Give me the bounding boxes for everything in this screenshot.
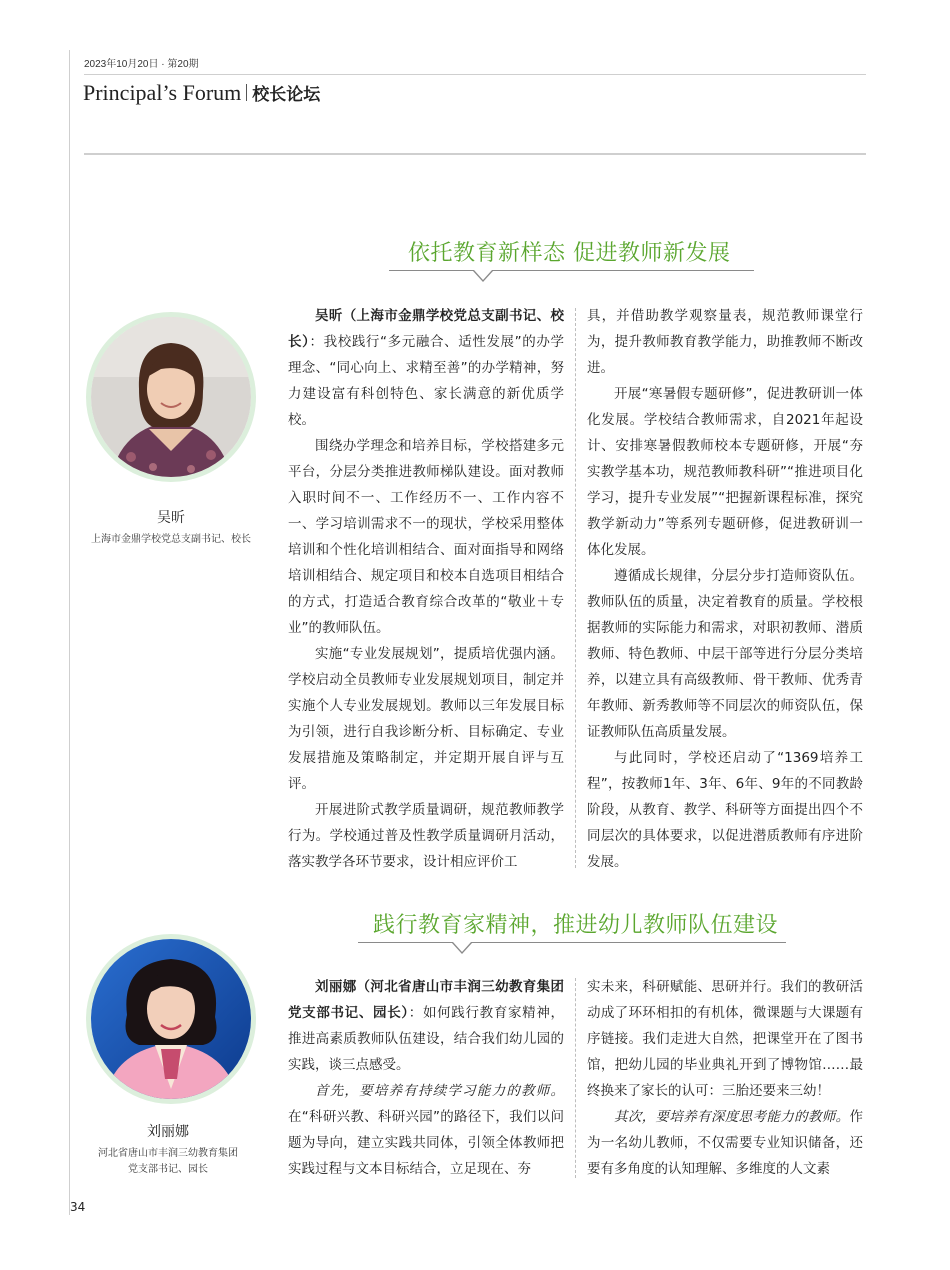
masthead-divider: [246, 84, 247, 101]
article2-portrait: [86, 934, 256, 1104]
article2-column-2: [587, 974, 863, 1182]
article2-para-1: 刘丽娜（河北省唐山市丰润三幼教育集团党支部书记、园长）：如何践行教育家精神，推进高素质教师队伍建设，结合我们幼儿园的实践，谈三点感受。: [288, 979, 565, 1073]
article2-person-name: 刘丽娜: [147, 1124, 189, 1140]
article2-title-notch: [452, 943, 472, 954]
left-margin-rule: [69, 50, 70, 1215]
article2-column-1: [288, 974, 564, 1182]
article1-para-1: 吴昕（上海市金鼎学校党总支副书记、校长）：我校践行“多元融合、适性发展”的办学理念、“同心向上、求精至善”的办学精神，努力建设富有科创特色、家长满意的新优质学校。: [288, 308, 564, 428]
issue-date: 2023年10月20日 · 第20期: [84, 59, 199, 70]
masthead-english: Principal’s Forum: [83, 80, 242, 105]
article2-para-2: 首先，要培养有持续学习能力的教师。在“科研兴教、科研兴园”的路径下，我们以问题为导向，建立实践共同体，引领全体教师把实践过程与文本目标结合，立足现在、夯: [288, 1083, 564, 1177]
article1-lead: 吴昕（上海市金鼎学校党总支副书记、校长）: [288, 308, 564, 350]
article1-title-notch: [473, 271, 493, 282]
article1-title-rule: [389, 270, 754, 271]
article1-para-5: 具，并借助教学观察量表，规范教师课堂行为，提升教师教育教学能力，助推教师不断改进。: [587, 308, 863, 376]
page-number: 34: [70, 1200, 86, 1214]
article2-title: 践行教育家精神，推进幼儿教师队伍建设: [373, 913, 779, 938]
article2-para-3: 实未来，科研赋能、思研并行。我们的教研活动成了环环相扣的有机体，微课题与大课题有序链接。我们走进大自然，把课堂开在了图书馆，把幼儿园的毕业典礼开到了博物馆……最终换来了家长的认可：三胎还要来三幼！: [587, 979, 863, 1099]
article2-point-2: 其次，要培养有深度思考能力的教师。: [614, 1109, 850, 1125]
article1-column-1: [288, 303, 564, 875]
article2-person-role-line-2: 党支部书记、园长: [128, 1164, 208, 1175]
article1-person-name: 吴昕: [157, 510, 185, 526]
article1-column-divider: [575, 308, 576, 868]
article1-para-4: 开展进阶式教学质量调研，规范教师教学行为。学校通过普及性教学质量调研月活动，落实教学各环节要求，设计相应评价工: [288, 802, 564, 870]
section-rule: [84, 153, 866, 155]
article2-para-4: 其次，要培养有深度思考能力的教师。作为一名幼儿教师，不仅需要专业知识储备，还要有多角度的认知理解、多维度的人文素: [587, 1109, 863, 1177]
article2-point-1: 首先，要培养有持续学习能力的教师。: [315, 1083, 564, 1099]
article1-title: 依托教育新样态 促进教师新发展: [408, 241, 731, 266]
header-rule: [84, 74, 866, 75]
article2-person-role-line-1: 河北省唐山市丰润三幼教育集团: [98, 1148, 238, 1159]
article1-para-8: 与此同时，学校还启动了“1369培养工程”，按教师1年、3年、6年、9年的不同教龄阶段，从教育、教学、科研等方面提出四个不同层次的具体要求，以促进潜质教师有序进阶发展。: [587, 750, 863, 870]
article1-para-2: 围绕办学理念和培养目标，学校搭建多元平台，分层分类推进教师梯队建设。面对教师入职时间不一、工作经历不一、工作内容不一、学习培训需求不一的现状，学校采用整体培训和个性化培训相结合、面对面指导和网络培训相结合、规定项目和校本自选项目相结合的方式，打造适合教育综合改革的“敬业＋专业”的教师队伍。: [288, 438, 564, 636]
article2-lead: 刘丽娜（河北省唐山市丰润三幼教育集团党支部书记、园长）: [288, 979, 564, 1021]
portrait-image-icon: [91, 939, 251, 1099]
article1-para-6: 开展“寒暑假专题研修”，促进教研训一体化发展。学校结合教师需求，自2021年起设计、安排寒暑假教师校本专题研修，开展“夯实教学基本功，规范教师教科研”“推进项目化学习，提升专业发展”“把握新课程标准，探究教学新动力”等系列专题研修，促进教研训一体化发展。: [587, 386, 863, 558]
article1-person-role: 上海市金鼎学校党总支副书记、校长: [91, 534, 251, 545]
masthead-chinese: 校长论坛: [252, 85, 321, 105]
masthead: [83, 80, 320, 106]
article1-portrait: [86, 312, 256, 482]
article1-para-3: 实施“专业发展规划”，提质培优强内涵。学校启动全员教师专业发展规划项目，制定并实施个人专业发展规划。教师以三年发展目标为引领，进行自我诊断分析、目标确定、专业发展措施及策略制定，并定期开展自评与互评。: [288, 646, 564, 792]
portrait-image-icon: [91, 317, 251, 477]
article1-para-7: 遵循成长规律，分层分步打造师资队伍。教师队伍的质量，决定着教育的质量。学校根据教师的实际能力和需求，对职初教师、潜质教师、特色教师、中层干部等进行分层分类培养，以建立具有高级教师、骨干教师、优秀青年教师、新秀教师等不同层次的师资队伍，保证教师队伍高质量发展。: [587, 568, 863, 740]
article2-column-divider: [575, 978, 576, 1178]
article2-title-rule: [358, 942, 786, 943]
article1-column-2: [587, 303, 863, 875]
